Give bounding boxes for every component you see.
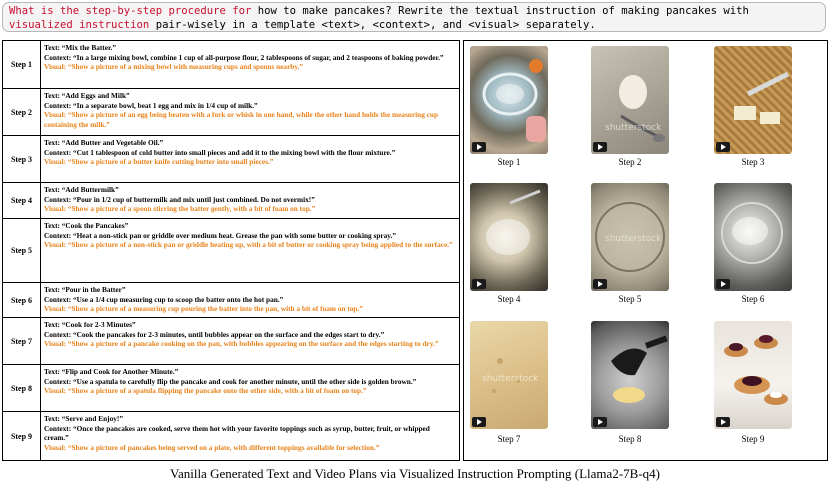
step-visual: Visual: “Show a picture of a butter knife cutting butter into small pieces.” <box>44 157 274 167</box>
step-content <box>44 367 456 396</box>
prompt-highlight-2: visualized instruction <box>9 19 150 31</box>
play-icon[interactable] <box>716 417 730 427</box>
step-context: Context: “Use a spatula to carefully flip the pancake and cook for another minute, until the other side is golden brown.” <box>44 376 417 386</box>
empty-pan-frame <box>591 183 669 291</box>
play-icon[interactable] <box>593 279 607 289</box>
table-row <box>3 218 459 282</box>
step-visual: Visual: “Show a picture of a pancake cooking on the pan, with bubbles appearing on the surface and the edges starting to dry.” <box>44 339 439 349</box>
step-label: Step 4 <box>3 183 41 218</box>
step-context: Context: “Once the pancakes are cooked, serve them hot with your favorite toppings such as syrup, butter, fruit, or whipped cream.” <box>44 423 430 443</box>
prompt-box <box>2 2 826 32</box>
step-context: Context: “Use a 1/4 cup measuring cup to scoop the batter onto the hot pan.” <box>44 294 284 304</box>
frame-caption: Step 9 <box>741 434 765 444</box>
play-icon[interactable] <box>472 417 486 427</box>
play-icon[interactable] <box>716 279 730 289</box>
step-text: Text: “Add Eggs and Milk” <box>44 91 130 100</box>
prompt-highlight-1: What is the step-by-step procedure for <box>9 5 252 17</box>
step-context: Context: “In a large mixing bowl, combine 1 cup of all-purpose flour, 2 tablespoons of sugar, and 2 teaspoons of baking powder.” <box>44 52 444 62</box>
step-context: Context: “Cook the pancakes for 2-3 minutes, until bubbles appear on the surface and the edges start to dry.” <box>44 329 385 339</box>
figure-caption: Vanilla Generated Text and Video Plans via Visualized Instruction Prompting (Llama2-7B-q4) <box>170 466 660 481</box>
prompt-text-1: how to make pancakes? Rewrite the textual instruction of making pancakes with <box>251 5 749 17</box>
frame-caption: Step 7 <box>497 434 521 444</box>
pan-icon <box>591 183 669 291</box>
play-icon[interactable] <box>593 142 607 152</box>
watermark-text: shutterstock <box>605 234 662 244</box>
step-label: Step 1 <box>3 41 41 88</box>
step-label: Step 8 <box>3 365 41 411</box>
step-text: Text: “Mix the Batter.” <box>44 43 117 52</box>
frame-caption: Step 4 <box>497 294 521 304</box>
served-pancakes-frame <box>714 321 792 429</box>
step-visual: Visual: “Show a picture of a mixing bowl with measuring cups and spoons nearby.” <box>44 62 304 72</box>
play-icon[interactable] <box>593 417 607 427</box>
step-label: Step 3 <box>3 136 41 182</box>
step-text: Text: “Cook for 2-3 Minutes” <box>44 320 136 329</box>
step-context: Context: “In a separate bowl, beat 1 egg and mix in 1/4 cup of milk.” <box>44 100 258 110</box>
frame-caption: Step 8 <box>618 434 642 444</box>
step-label: Step 6 <box>3 283 41 317</box>
step-content <box>44 285 456 314</box>
play-icon[interactable] <box>716 142 730 152</box>
spatula-flip-frame <box>591 321 669 429</box>
step-visual: Visual: “Show a picture of an egg being beaten with a fork or whisk in one hand, while the other hand holds the measuring cup containing the milk.” <box>44 110 439 129</box>
egg-icon <box>591 46 669 154</box>
frame-caption: Step 6 <box>741 294 765 304</box>
step-visual: Visual: “Show a picture of a non-stick pan or griddle heating up, with a bit of butter or cooking spray being applied to the surface.” <box>44 240 453 250</box>
step-content <box>44 414 456 452</box>
frame-caption: Step 2 <box>618 157 642 167</box>
mixing-bowl-frame <box>470 46 548 154</box>
egg-spoon-frame <box>591 46 669 154</box>
step-content <box>44 320 456 349</box>
step-context: Context: “Heat a non-stick pan or griddle over medium heat. Grease the pan with some butter or cooking spray.” <box>44 230 397 240</box>
step-visual: Visual: “Show a picture of a spoon stirring the batter gently, with a bit of foam on top.” <box>44 204 316 214</box>
table-row <box>3 88 459 135</box>
step-label: Step 5 <box>3 219 41 282</box>
watermark-text: shutterstock <box>605 123 662 133</box>
spatula-icon <box>591 321 669 429</box>
step-label: Step 7 <box>3 318 41 364</box>
frame-caption: Step 1 <box>497 157 521 167</box>
pancake-icon <box>470 321 548 429</box>
step-visual: Visual: “Show a picture of a measuring cup pouring the batter into the pan, with a bit of foam on top.” <box>44 304 363 314</box>
pan-icon <box>714 183 792 291</box>
spoon-icon <box>470 183 548 291</box>
bowl-icon <box>470 46 548 154</box>
cooking-pancake-frame <box>470 321 548 429</box>
table-row <box>3 282 459 317</box>
play-icon[interactable] <box>472 279 486 289</box>
step-content <box>44 185 456 214</box>
foamy-pan-frame <box>470 183 548 291</box>
frame-caption: Step 5 <box>618 294 642 304</box>
step-text: Text: “Add Butter and Vegetable Oil.” <box>44 138 164 147</box>
play-icon[interactable] <box>472 142 486 152</box>
greased-pan-frame <box>714 183 792 291</box>
table-row <box>3 411 459 460</box>
step-visual: Visual: “Show a picture of a spatula flipping the pancake onto the other side, with a bit of foam on top.” <box>44 386 367 396</box>
step-text: Text: “Flip and Cook for Another Minute.” <box>44 367 179 376</box>
watermark-text: shutterstock <box>482 374 539 384</box>
knife-icon <box>714 46 792 154</box>
table-row <box>3 364 459 411</box>
step-text: Text: “Cook the Pancakes” <box>44 221 129 230</box>
step-label: Step 2 <box>3 89 41 135</box>
prompt-text-2: pair-wisely in a template <text>, <context>, and <visual> separately. <box>149 19 596 31</box>
step-content <box>44 43 456 72</box>
step-context: Context: “Cut 1 tablespoon of cold butter into small pieces and add it to the mixing bowl with the flour mixture.” <box>44 147 396 157</box>
step-visual: Visual: “Show a picture of pancakes being served on a plate, with different toppings available for selection.” <box>44 442 380 452</box>
step-content <box>44 138 456 167</box>
step-text: Text: “Pour in the Batter” <box>44 285 126 294</box>
step-context: Context: “Pour in 1/2 cup of buttermilk and mix until just combined. Do not overmix!” <box>44 194 315 204</box>
step-text: Text: “Add Buttermilk” <box>44 185 119 194</box>
table-row <box>3 135 459 182</box>
step-text: Text: “Serve and Enjoy!” <box>44 414 123 423</box>
frame-caption: Step 3 <box>741 157 765 167</box>
step-content <box>44 91 456 129</box>
butter-knife-frame <box>714 46 792 154</box>
pancakes-plate-icon <box>714 321 792 429</box>
table-row <box>3 41 459 88</box>
steps-table <box>2 40 460 461</box>
step-content <box>44 221 456 250</box>
step-label: Step 9 <box>3 412 41 460</box>
table-row <box>3 182 459 218</box>
table-row <box>3 317 459 364</box>
video-frame-grid <box>463 40 828 461</box>
